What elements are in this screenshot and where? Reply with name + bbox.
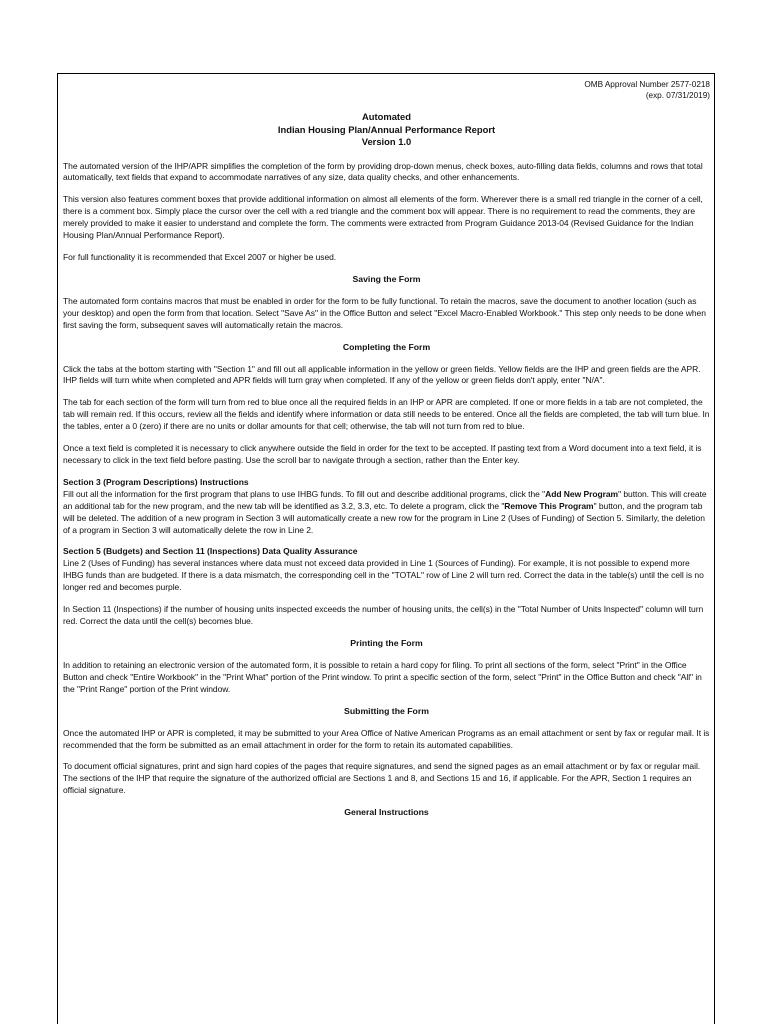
general-instructions-heading: General Instructions <box>344 807 429 818</box>
section5-heading: Section 5 (Budgets) and Section 11 (Inspections) Data Quality Assurance <box>63 546 358 557</box>
section5-instructions <box>63 546 710 594</box>
section11-paragraph: In Section 11 (Inspections) if the number of housing units inspected exceeds the number of housing units, the cell(s) in the "Total Number of Units Inspected" column will turn red. Correct the data until the cell(s) becomes blue. <box>63 604 704 626</box>
submitting-paragraph-1: Once the automated IHP or APR is completed, it may be submitted to your Area Office of Native American Programs as an email attachment or sent by fax or regular mail. It is recommended that the form be submitted as an email attachment in order for the form to retain its automated capabilities. <box>63 727 710 750</box>
title-line-3: Version 1.0 <box>361 136 412 147</box>
section3-instructions <box>63 477 710 537</box>
saving-paragraph: The automated form contains macros that must be enabled in order for the form to be fully functional. To retain the macros, save the document to another location (such as your desktop) and open the form from that location. Select "Save As" in the Office Button and select "Excel Macro-Enabled Workbook." This step only needs to be done when first saving the form, subsequent saves will automatically retain the macros. <box>63 295 706 330</box>
submitting-heading: Submitting the Form <box>344 705 429 716</box>
intro-paragraph-2: This version also features comment boxes that provide additional information on almost all elements of the form. Wherever there is a small red triangle in the corner of a cell, there is a comment box. Simply place the cursor over the cell with a red triangle and the comment box will appear. There is no requirement to read the comments, they are merely provided to make it easier to understand and complete the form. The comments were extracted from Program Guidance 2013-04 (Revised Guidance for the Indian Housing Plan/Annual Performance Report). <box>63 194 703 241</box>
omb-approval <box>63 80 710 101</box>
printing-paragraph: In addition to retaining an electronic version of the automated form, it is possible to retain a hard copy for filing. To print all sections of the form, select "Print" in the Office Button and check "Entire Workbook" in the "Print What" portion of the Print window. To print a specific section of the form, select "Print" in the Office Button and check "All" in the "Print Range" portion of the Print window. <box>63 659 702 694</box>
completing-paragraph-1: Click the tabs at the bottom starting with "Section 1" and fill out all applicable information in the yellow or green fields. Yellow fields are the IHP and green fields are the APR. IHP fields will turn white when completed and APR fields will turn gray when completed. If any of the yellow or green fields don't apply, enter "N/A". <box>63 363 701 386</box>
intro-paragraph-3: For full functionality it is recommended that Excel 2007 or higher be used. <box>63 251 337 262</box>
add-new-program-label: Add New Program <box>545 488 619 499</box>
omb-approval-number: OMB Approval Number 2577-0218 <box>584 80 710 89</box>
section3-text-a: Fill out all the information for the first program that plans to use IHBG funds. To fill out and describe additional programs, click the " <box>63 488 546 499</box>
submitting-paragraph-2: To document official signatures, print and sign hard copies of the pages that require signatures, and send the signed pages as an email attachment or by fax or regular mail. The sections of the IHP that require the signature of the authorized official are Sections 1 and 8, and Sections 15 and 16, if applicable. For the APR, Section 1 requires an official signature. <box>63 761 701 796</box>
title-line-2: Indian Housing Plan/Annual Performance Report <box>277 123 496 135</box>
section3-heading: Section 3 (Program Descriptions) Instructions <box>63 476 249 487</box>
remove-this-program-label: Remove This Program <box>504 500 594 511</box>
completing-paragraph-2: The tab for each section of the form will turn from red to blue once all the required fields in an IHP or APR are completed. If one or more fields in a tab are not completed, the tab will remain red. If this occurs, review all the fields and identify where information or data still needs to be entered. Once all the fields are completed, the tab will turn blue. In the tables, enter a 0 (zero) if there are no units or dollar amounts for that cell; otherwise, the tab will not turn from red to blue. <box>63 397 710 432</box>
omb-expiration: (exp. 07/31/2019) <box>645 90 710 100</box>
intro-paragraph-1: The automated version of the IHP/APR simplifies the completion of the form by providing drop-down menus, check boxes, auto-filling data fields, columns and rows that total automatically, text fields that expand to accommodate narratives of any size, data quality checks, and other enhancements. <box>63 160 703 183</box>
document-page <box>57 73 715 1024</box>
completing-heading: Completing the Form <box>342 341 431 352</box>
section3-text-c: " button, and the program tab will be deleted. The addition of a new program in Section 3 will automatically create a new row for the program in Line 2 (Uses of Funding) of Section 5. Similarly, the deletion of a program in Section 3 will automatically delete the row in Line 2. <box>63 500 705 535</box>
title-line-1: Automated <box>362 111 411 122</box>
saving-heading: Saving the Form <box>352 273 421 284</box>
section3-text-b: " button. This will create an additional tab for the new program, and the new tab will be identified as 3.2, 3.3, etc. To delete a program, click the " <box>63 488 707 511</box>
section3-paragraph <box>63 489 710 537</box>
document-title <box>63 111 710 149</box>
printing-heading: Printing the Form <box>350 637 423 648</box>
section5-paragraph-1: Line 2 (Uses of Funding) has several instances where data must not exceed data provided in Line 1 (Sources of Funding). For example, it is not possible to expend more IHBG funds than are budgeted. If there is a data mismatch, the corresponding cell in the "TOTAL" row of Line 2 will turn red. Correct the data in the table(s) until the cell is no longer red and becomes purple. <box>63 558 704 593</box>
completing-paragraph-3: Once a text field is completed it is necessary to click anywhere outside the field in order for the text to be accepted. If pasting text from a Word document into a text field, it is necessary to click in the text field before pasting. Use the scroll bar to navigate through a section, rather than the Enter key. <box>63 443 702 465</box>
